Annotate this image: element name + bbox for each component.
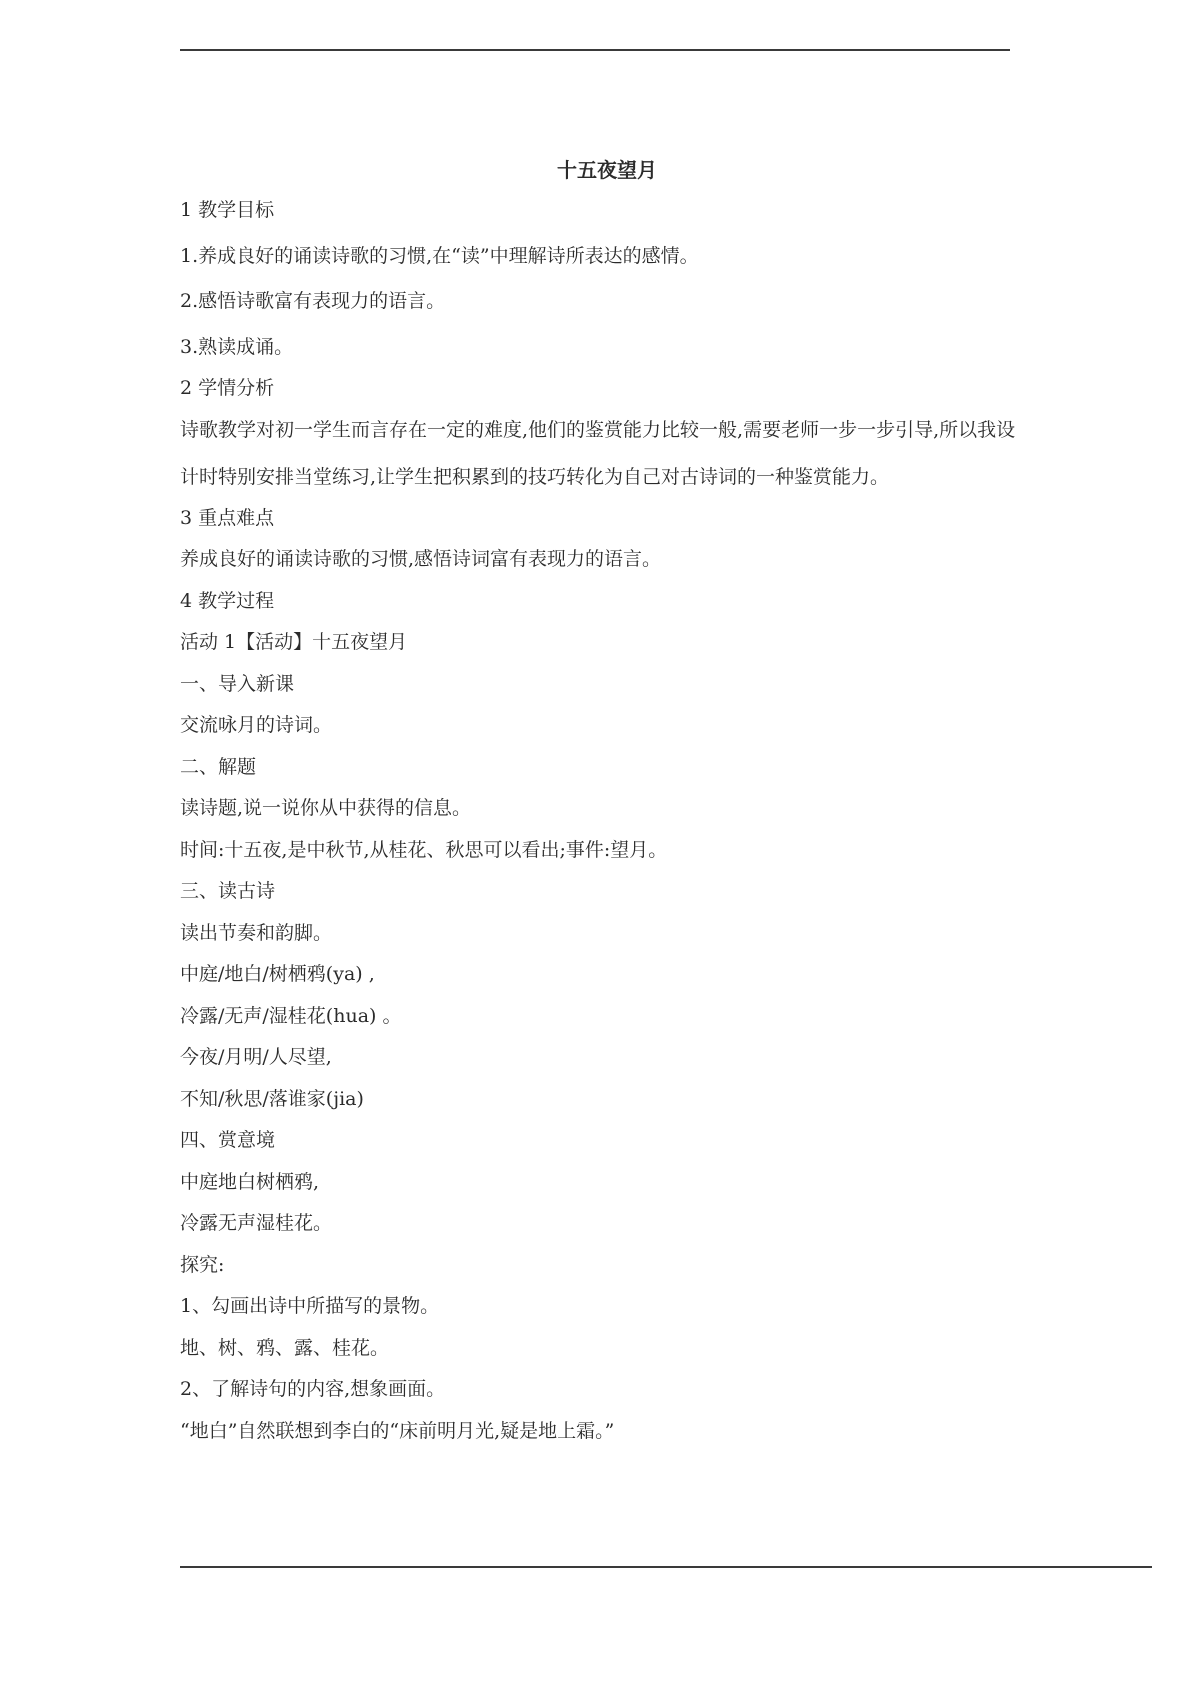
poem-line: 冷露无声湿桂花。 — [180, 1212, 333, 1234]
paragraph: 时间:十五夜,是中秋节,从桂花、秋思可以看出;事件:望月。 — [180, 838, 668, 861]
paragraph: 3.熟读成诵。 — [180, 335, 294, 358]
document-page — [180, 150, 1020, 1452]
paragraph: 2、了解诗句的内容,想象画面。 — [180, 1378, 446, 1400]
paragraph: 1.养成良好的诵读诗歌的习惯,在“读”中理解诗所表达的感情。 — [180, 244, 699, 267]
footer-rule — [180, 1566, 1152, 1568]
paragraph: “地白”自然联想到李白的“床前明月光,疑是地上霜。” — [180, 1419, 615, 1442]
section-heading: 2 学情分析 — [180, 377, 275, 399]
paragraph: 2.感悟诗歌富有表现力的语言。 — [180, 290, 446, 312]
poem-line: 不知/秋思/落谁家(jia) — [180, 1087, 364, 1110]
paragraph: 养成良好的诵读诗歌的习惯,感悟诗词富有表现力的语言。 — [180, 548, 662, 570]
paragraph: 活动 1【活动】十五夜望月 — [180, 631, 408, 653]
poem-line: 今夜/月明/人尽望, — [180, 1046, 332, 1068]
section-heading: 4 教学过程 — [180, 589, 275, 612]
paragraph: 诗歌教学对初一学生而言存在一定的难度,他们的鉴赏能力比较一般,需要老师一步一步引导,所以我设计时特别安排当堂练习,让学生把积累到的技巧转化为自己对古诗词的一种鉴赏能力。 — [180, 418, 1016, 488]
paragraph: 二、解题 — [180, 755, 257, 778]
header-rule — [180, 49, 1010, 51]
section-heading: 1 教学目标 — [180, 199, 275, 221]
paragraph: 三、读古诗 — [180, 880, 276, 902]
paragraph: 1、勾画出诗中所描写的景物。 — [180, 1295, 440, 1317]
paragraph: 一、导入新课 — [180, 672, 295, 695]
paragraph: 读出节奏和韵脚。 — [180, 921, 333, 944]
poem-line: 中庭地白树栖鸦, — [180, 1170, 320, 1193]
document-title: 十五夜望月 — [557, 158, 657, 182]
section-heading: 3 重点难点 — [180, 506, 275, 529]
poem-line: 中庭/地白/树栖鸦(ya) , — [180, 963, 375, 985]
paragraph: 读诗题,说一说你从中获得的信息。 — [180, 797, 472, 819]
paragraph: 交流咏月的诗词。 — [180, 714, 333, 736]
paragraph: 探究: — [180, 1253, 225, 1276]
poem-line: 冷露/无声/湿桂花(hua) 。 — [180, 1004, 402, 1027]
paragraph: 地、树、鸦、露、桂花。 — [180, 1336, 390, 1359]
paragraph: 四、赏意境 — [180, 1129, 276, 1151]
